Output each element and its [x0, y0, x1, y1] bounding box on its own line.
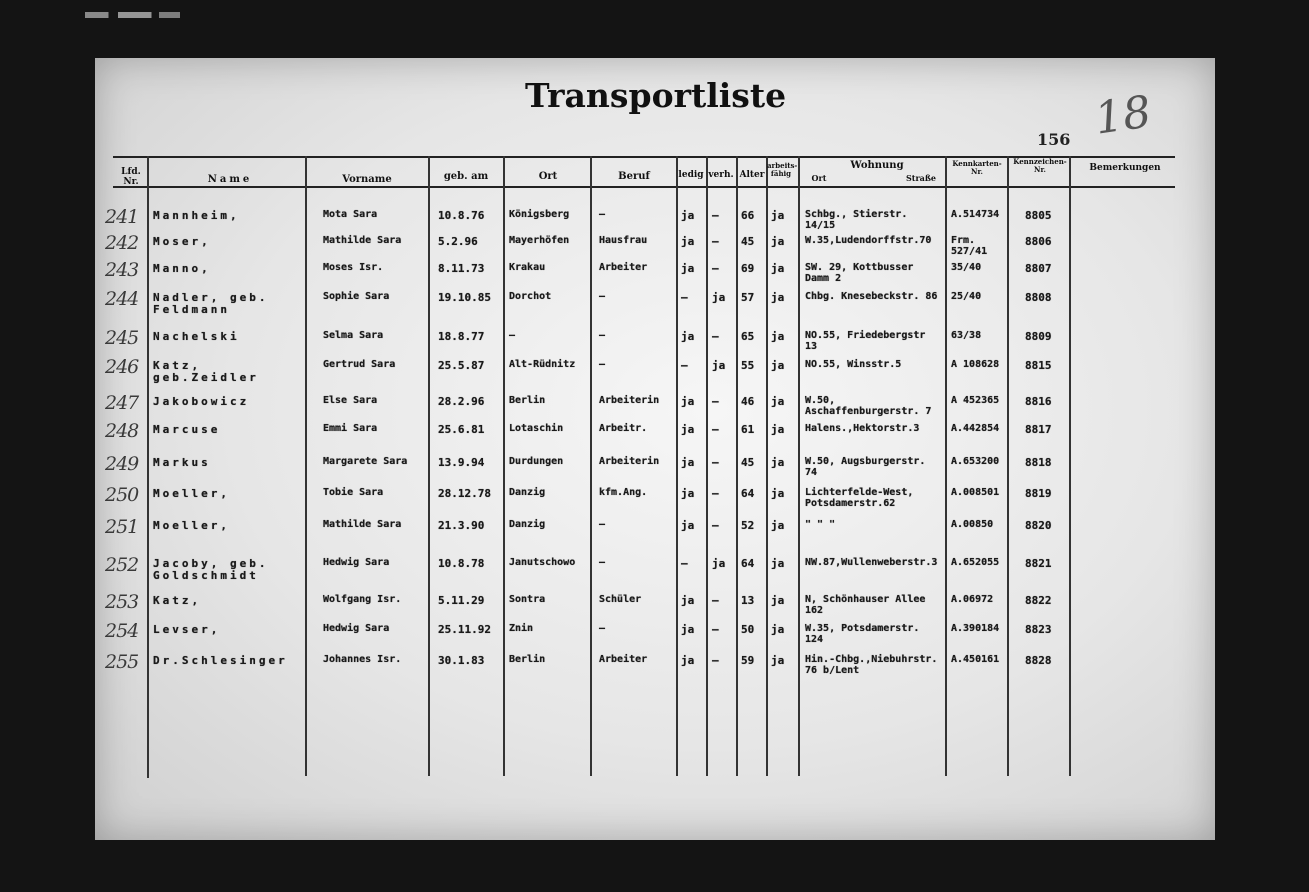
row-name: Mannheim, [153, 209, 240, 222]
row-wohnung: Schbg., Stierstr. 14/15 [805, 209, 908, 231]
row-ort: Königsberg [509, 209, 570, 220]
row-beruf: — [599, 330, 606, 341]
row-wohnung: W.35, Potsdamerstr. 124 [805, 623, 920, 645]
row-verh: — [712, 330, 719, 343]
row-verh: — [712, 395, 719, 408]
row-lfd-handwritten: 255 [105, 651, 139, 673]
row-geb-am: 28.12.78 [438, 487, 491, 500]
row-kennkarte: A.06972 [951, 594, 994, 605]
row-verh: — [712, 594, 719, 607]
row-geb-am: 25.6.81 [438, 423, 485, 436]
row-kennzeichen: 8821 [1025, 557, 1052, 570]
row-name: Moeller, [153, 519, 230, 532]
row-wohnung: " " " [805, 519, 836, 530]
page-number: 156 [1037, 130, 1071, 149]
column-rule [676, 156, 678, 776]
row-verh: — [712, 519, 719, 532]
row-kennzeichen: 8818 [1025, 456, 1052, 469]
row-kennkarte: A.008501 [951, 487, 1000, 498]
row-verh: ja [712, 557, 726, 570]
row-arbeitsfaehig: ja [771, 262, 785, 275]
row-name: Moser, [153, 235, 211, 248]
row-name: Levser, [153, 623, 221, 636]
row-verh: — [712, 654, 719, 667]
row-verh: — [712, 262, 719, 275]
row-kennkarte: A.514734 [951, 209, 1000, 220]
row-kennzeichen: 8816 [1025, 395, 1052, 408]
row-ledig: — [681, 359, 688, 372]
row-lfd-handwritten: 242 [105, 232, 139, 254]
row-verh: — [712, 209, 719, 222]
row-alter: 45 [741, 456, 755, 469]
row-ledig: ja [681, 519, 695, 532]
row-vorname: Sophie Sara [323, 291, 390, 302]
header-kennkarten: Kennkarten-Nr. [952, 159, 1002, 176]
row-wohnung: Lichterfelde-West, Potsdamerstr.62 [805, 487, 914, 509]
row-geb-am: 8.11.73 [438, 262, 485, 275]
row-name: Katz, [153, 594, 202, 607]
row-wohnung: W.35,Ludendorffstr.70 [805, 235, 932, 246]
row-ledig: ja [681, 423, 695, 436]
row-vorname: Moses Isr. [323, 262, 384, 273]
row-ledig: — [681, 557, 688, 570]
row-arbeitsfaehig: ja [771, 395, 785, 408]
row-geb-am: 25.11.92 [438, 623, 491, 636]
row-beruf: Arbeiter [599, 262, 648, 273]
row-lfd-handwritten: 247 [105, 392, 139, 414]
row-lfd-handwritten: 249 [105, 453, 139, 475]
row-beruf: kfm.Ang. [599, 487, 648, 498]
row-geb-am: 25.5.87 [438, 359, 485, 372]
row-ort: Danzig [509, 519, 546, 530]
row-wohnung: W.50, Augsburgerstr. 74 [805, 456, 926, 478]
row-kennzeichen: 8809 [1025, 330, 1052, 343]
row-lfd-handwritten: 241 [105, 206, 139, 228]
row-vorname: Hedwig Sara [323, 557, 390, 568]
row-ort: Dorchot [509, 291, 552, 302]
row-arbeitsfaehig: ja [771, 330, 785, 343]
row-kennzeichen: 8819 [1025, 487, 1052, 500]
row-kennkarte: A.652055 [951, 557, 1000, 568]
row-alter: 61 [741, 423, 755, 436]
row-alter: 55 [741, 359, 755, 372]
row-beruf: Arbeiterin [599, 456, 660, 467]
row-alter: 69 [741, 262, 755, 275]
header-vorname: Vorname [342, 174, 392, 185]
column-rule [736, 156, 738, 776]
row-verh: — [712, 623, 719, 636]
row-wohnung: NO.55, Winsstr.5 [805, 359, 902, 370]
row-kennkarte: A.442854 [951, 423, 1000, 434]
row-name: Moeller, [153, 487, 230, 500]
row-vorname: Mathilde Sara [323, 519, 402, 530]
row-lfd-handwritten: 253 [105, 591, 139, 613]
row-kennkarte: 25/40 [951, 291, 982, 302]
row-geb-am: 10.8.78 [438, 557, 485, 570]
row-geb-am: 19.10.85 [438, 291, 491, 304]
row-beruf: Arbeiter [599, 654, 648, 665]
row-geb-am: 30.1.83 [438, 654, 485, 667]
header-name: Name [207, 174, 253, 185]
row-ledig: ja [681, 623, 695, 636]
header-arbeitsfaehig: arbeits-fähig [767, 161, 798, 178]
row-beruf: — [599, 291, 606, 302]
row-vorname: Selma Sara [323, 330, 384, 341]
row-kennzeichen: 8822 [1025, 594, 1052, 607]
row-wohnung: NW.87,Wullenweberstr.3 [805, 557, 938, 568]
row-kennkarte: 63/38 [951, 330, 982, 341]
row-vorname: Wolfgang Isr. [323, 594, 402, 605]
header-ort: Ort [538, 171, 558, 182]
row-kennzeichen: 8807 [1025, 262, 1052, 275]
row-ort: Berlin [509, 654, 546, 665]
row-name: Markus [153, 456, 211, 469]
row-lfd-handwritten: 246 [105, 356, 139, 378]
row-ort: Znin [509, 623, 534, 634]
row-ort: Mayerhöfen [509, 235, 570, 246]
row-geb-am: 10.8.76 [438, 209, 485, 222]
row-vorname: Hedwig Sara [323, 623, 390, 634]
row-alter: 57 [741, 291, 755, 304]
row-name: Dr.Schlesinger [153, 654, 288, 667]
row-ledig: ja [681, 456, 695, 469]
row-geb-am: 28.2.96 [438, 395, 485, 408]
row-name: Jacoby, geb. Goldschmidt [153, 557, 269, 582]
row-alter: 50 [741, 623, 755, 636]
column-rule [590, 156, 592, 776]
row-beruf: Arbeiterin [599, 395, 660, 406]
row-geb-am: 13.9.94 [438, 456, 485, 469]
row-kennzeichen: 8815 [1025, 359, 1052, 372]
header-geb-am: geb. am [443, 171, 489, 182]
column-rule [428, 156, 430, 776]
row-arbeitsfaehig: ja [771, 456, 785, 469]
row-beruf: — [599, 557, 606, 568]
row-arbeitsfaehig: ja [771, 654, 785, 667]
row-ort: Danzig [509, 487, 546, 498]
row-wohnung: Chbg. Knesebeckstr. 86 [805, 291, 938, 302]
row-ort: Durdungen [509, 456, 564, 467]
row-verh: — [712, 487, 719, 500]
transport-list-sheet [95, 58, 1215, 840]
row-wohnung: NO.55, Friedebergstr 13 [805, 330, 926, 352]
row-vorname: Else Sara [323, 395, 378, 406]
row-lfd-handwritten: 250 [105, 484, 139, 506]
header-bottom-rule [113, 186, 1175, 188]
row-alter: 13 [741, 594, 755, 607]
row-wohnung: W.50, Aschaffenburgerstr. 7 [805, 395, 932, 417]
column-rule [945, 156, 947, 776]
row-verh: ja [712, 359, 726, 372]
row-arbeitsfaehig: ja [771, 235, 785, 248]
row-wohnung: SW. 29, Kottbusser Damm 2 [805, 262, 914, 284]
row-vorname: Tobie Sara [323, 487, 384, 498]
row-name: Katz, geb.Zeidler [153, 359, 259, 384]
row-wohnung: Halens.,Hektorstr.3 [805, 423, 920, 434]
row-vorname: Gertrud Sara [323, 359, 396, 370]
row-lfd-handwritten: 245 [105, 327, 139, 349]
row-kennzeichen: 8805 [1025, 209, 1052, 222]
row-name: Nachelski [153, 330, 240, 343]
row-verh: ja [712, 291, 726, 304]
row-kennzeichen: 8817 [1025, 423, 1052, 436]
row-beruf: Arbeitr. [599, 423, 648, 434]
row-geb-am: 21.3.90 [438, 519, 485, 532]
row-arbeitsfaehig: ja [771, 594, 785, 607]
header-kennzeichen: Kennzeichen-Nr. [1013, 157, 1067, 174]
row-kennkarte: A.653200 [951, 456, 1000, 467]
row-alter: 52 [741, 519, 755, 532]
row-arbeitsfaehig: ja [771, 359, 785, 372]
row-beruf: — [599, 359, 606, 370]
row-arbeitsfaehig: ja [771, 557, 785, 570]
row-alter: 66 [741, 209, 755, 222]
row-lfd-handwritten: 243 [105, 259, 139, 281]
column-rule [798, 156, 800, 776]
header-lfd: Lfd. Nr. [121, 167, 141, 187]
row-vorname: Margarete Sara [323, 456, 408, 467]
row-wohnung: Hin.-Chbg.,Niebuhrstr. 76 b/Lent [805, 654, 938, 676]
row-geb-am: 18.8.77 [438, 330, 485, 343]
row-geb-am: 5.11.29 [438, 594, 485, 607]
row-ort: — [509, 330, 516, 341]
row-ledig: ja [681, 654, 695, 667]
row-ort: Lotaschin [509, 423, 564, 434]
row-ort: Krakau [509, 262, 546, 273]
row-name: Marcuse [153, 423, 221, 436]
row-arbeitsfaehig: ja [771, 291, 785, 304]
row-ort: Berlin [509, 395, 546, 406]
row-ort: Sontra [509, 594, 546, 605]
row-arbeitsfaehig: ja [771, 519, 785, 532]
film-edge-mark [85, 12, 180, 18]
column-rule [147, 156, 149, 778]
row-verh: — [712, 456, 719, 469]
row-lfd-handwritten: 251 [105, 516, 139, 538]
row-name: Manno, [153, 262, 211, 275]
row-kennkarte: A.450161 [951, 654, 1000, 665]
row-kennkarte: A.00850 [951, 519, 994, 530]
row-name: Jakobowicz [153, 395, 250, 408]
row-ledig: ja [681, 594, 695, 607]
row-lfd-handwritten: 252 [105, 554, 139, 576]
row-arbeitsfaehig: ja [771, 487, 785, 500]
row-vorname: Mota Sara [323, 209, 378, 220]
header-verh: verh. [708, 170, 734, 180]
row-lfd-handwritten: 254 [105, 620, 139, 642]
row-ledig: ja [681, 487, 695, 500]
row-beruf: Hausfrau [599, 235, 648, 246]
row-ledig: ja [681, 235, 695, 248]
header-beruf: Beruf [618, 171, 650, 182]
row-alter: 46 [741, 395, 755, 408]
row-kennzeichen: 8808 [1025, 291, 1052, 304]
row-beruf: — [599, 623, 606, 634]
page-title: Transportliste [525, 76, 787, 115]
row-arbeitsfaehig: ja [771, 209, 785, 222]
row-alter: 65 [741, 330, 755, 343]
row-kennkarte: A 108628 [951, 359, 1000, 370]
row-alter: 64 [741, 557, 755, 570]
row-kennkarte: 35/40 [951, 262, 982, 273]
header-wohnung-ort: Ort [811, 173, 827, 183]
row-lfd-handwritten: 248 [105, 420, 139, 442]
row-lfd-handwritten: 244 [105, 288, 139, 310]
row-ledig: ja [681, 209, 695, 222]
row-arbeitsfaehig: ja [771, 423, 785, 436]
row-ledig: — [681, 291, 688, 304]
handwritten-number: 18 [1091, 86, 1155, 145]
row-ort: Alt-Rüdnitz [509, 359, 576, 370]
row-vorname: Johannes Isr. [323, 654, 402, 665]
row-geb-am: 5.2.96 [438, 235, 478, 248]
row-kennzeichen: 8823 [1025, 623, 1052, 636]
row-vorname: Mathilde Sara [323, 235, 402, 246]
column-rule [1069, 156, 1071, 776]
row-alter: 59 [741, 654, 755, 667]
column-rule [1007, 156, 1009, 776]
row-ledig: ja [681, 262, 695, 275]
header-ledig: ledig [678, 170, 704, 180]
row-kennkarte: Frm. 527/41 [951, 235, 988, 257]
row-wohnung: N, Schönhauser Allee 162 [805, 594, 926, 616]
row-ledig: ja [681, 395, 695, 408]
row-alter: 64 [741, 487, 755, 500]
header-bemerkungen: Bemerkungen [1089, 163, 1161, 173]
row-beruf: — [599, 519, 606, 530]
row-kennzeichen: 8828 [1025, 654, 1052, 667]
row-kennzeichen: 8806 [1025, 235, 1052, 248]
row-ort: Janutschowo [509, 557, 576, 568]
row-kennkarte: A.390184 [951, 623, 1000, 634]
column-rule [706, 156, 708, 776]
header-alter: Alter [739, 170, 765, 180]
column-rule [305, 156, 307, 776]
row-beruf: — [599, 209, 606, 220]
row-kennzeichen: 8820 [1025, 519, 1052, 532]
row-beruf: Schüler [599, 594, 642, 605]
row-verh: — [712, 423, 719, 436]
row-alter: 45 [741, 235, 755, 248]
row-name: Nadler, geb. Feldmann [153, 291, 269, 316]
row-arbeitsfaehig: ja [771, 623, 785, 636]
header-wohnung: Wohnung [850, 160, 904, 171]
column-rule [766, 156, 768, 776]
row-ledig: ja [681, 330, 695, 343]
row-verh: — [712, 235, 719, 248]
header-wohnung-strasse: Straße [905, 173, 937, 183]
row-vorname: Emmi Sara [323, 423, 378, 434]
column-rule [503, 156, 505, 776]
row-kennkarte: A 452365 [951, 395, 1000, 406]
